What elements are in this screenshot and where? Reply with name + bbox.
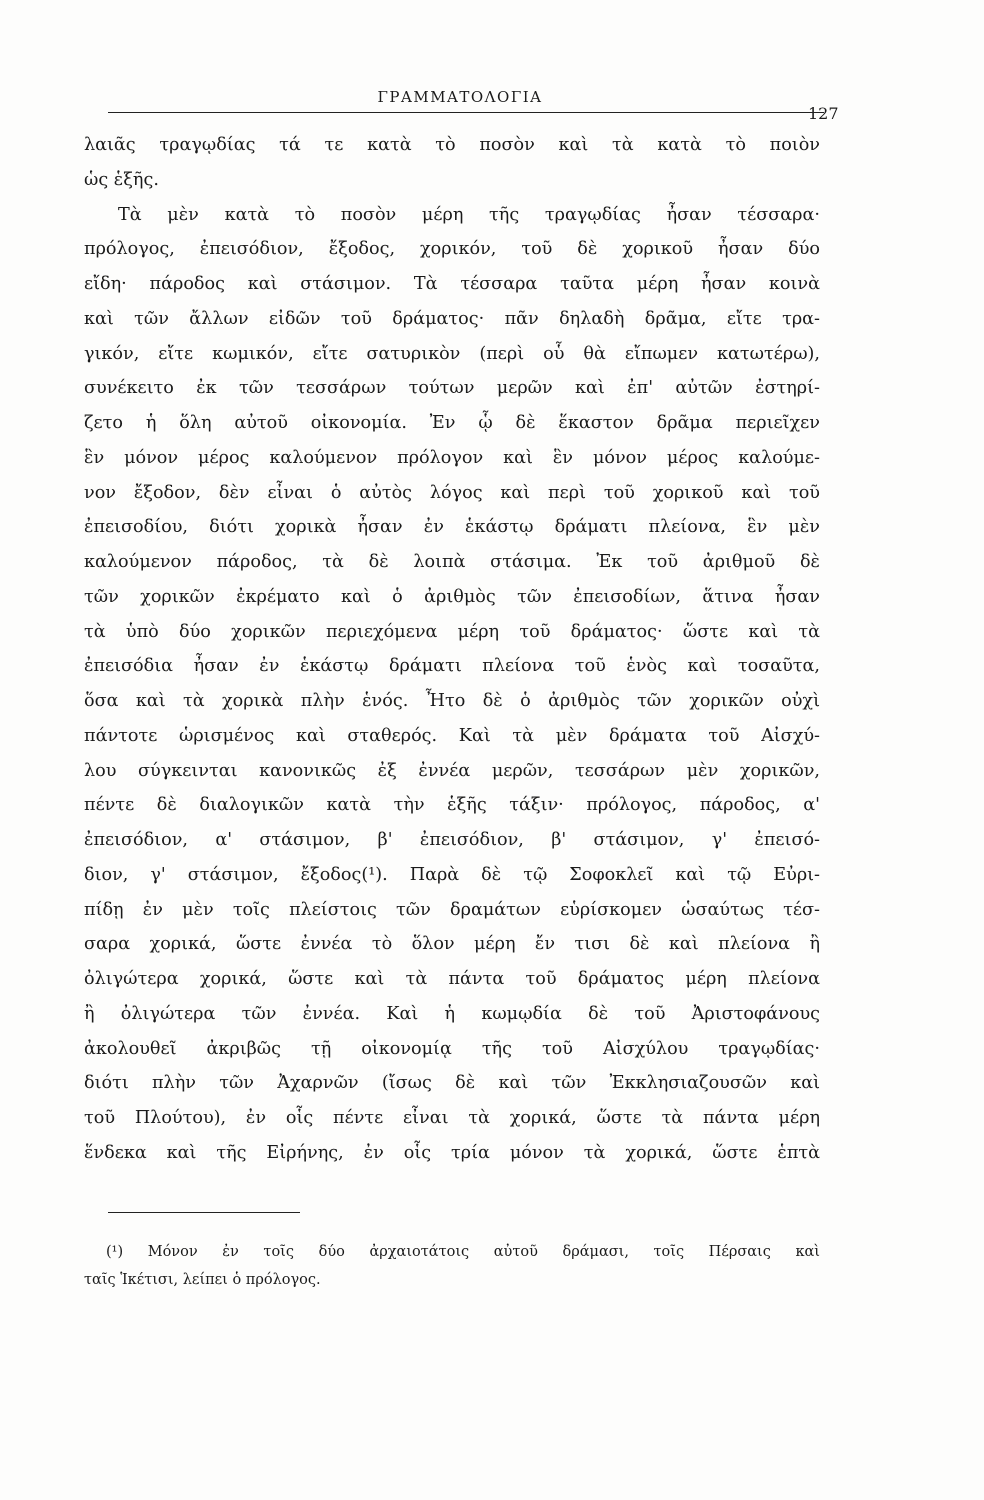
text-line: εἴδη· πάροδος καὶ στάσιμον. Τὰ τέσσαρα ταῦτα μέρη ἦσαν κοινὰ: [84, 274, 820, 294]
running-head-title: ΓΡΑΜΜΑΤΟΛΟΓΙΑ: [377, 88, 543, 106]
text-line: πάντοτε ὡρισμένος καὶ σταθερός. Καὶ τὰ μὲν δράματα τοῦ Αἰσχύ-: [84, 725, 820, 746]
text-line: ὀλιγώτερα χορικά, ὥστε καὶ τὰ πάντα τοῦ δράματος μέρη πλείονα: [84, 969, 820, 989]
text-line: ἓν μόνον μέρος καλούμενον πρόλογον καὶ ἓν μόνον μέρος καλούμε-: [84, 447, 820, 468]
text-line: λαιᾶς τραγῳδίας τά τε κατὰ τὸ ποσὸν καὶ τὰ κατὰ τὸ ποιὸν: [84, 135, 820, 155]
footnote-line: ταῖς Ἱκέτισι, λείπει ὁ πρόλογος.: [84, 1272, 321, 1288]
text-line: Τὰ μὲν κατὰ τὸ ποσὸν μέρη τῆς τραγῳδίας ἦσαν τέσσαρα·: [118, 204, 820, 225]
text-line: ἀκολουθεῖ ἀκριβῶς τῇ οἰκονομίᾳ τῆς τοῦ Αἰσχύλου τραγῳδίας·: [84, 1038, 820, 1059]
text-line: πέντε δὲ διαλογικῶν κατὰ τὴν ἑξῆς τάξιν· πρόλογος, πάροδος, α': [84, 795, 820, 816]
text-line: ὡς ἑξῆς.: [84, 169, 159, 190]
header-rule: [108, 112, 824, 113]
text-line: ἐπεισοδίου, διότι χορικὰ ἦσαν ἐν ἑκάστῳ δράματι πλείονα, ἓν μὲν: [84, 517, 820, 538]
text-line: ἐπεισόδιον, α' στάσιμον, β' ἐπεισόδιον, β' στάσιμον, γ' ἐπεισό-: [84, 830, 820, 850]
text-line: διότι πλὴν τῶν Ἀχαρνῶν (ἴσως δὲ καὶ τῶν Ἐκκλησιαζουσῶν καὶ: [84, 1073, 820, 1094]
body-text: [84, 128, 820, 1171]
text-line: διον, γ' στάσιμον, ἔξοδος(¹). Παρὰ δὲ τῷ Σοφοκλεῖ καὶ τῷ Εὐρι-: [84, 864, 820, 885]
text-line: λου σύγκεινται κανονικῶς ἐξ ἐννέα μερῶν, τεσσάρων μὲν χορικῶν,: [84, 760, 820, 781]
text-line: πίδῃ ἐν μὲν τοῖς πλείστοις τῶν δραμάτων εὑρίσκομεν ὡσαύτως τέσ-: [84, 899, 820, 920]
text-line: τοῦ Πλούτου), ἐν οἷς πέντε εἶναι τὰ χορικά, ὥστε τὰ πάντα μέρη: [84, 1108, 820, 1128]
text-line: τὰ ὑπὸ δύο χορικῶν περιεχόμενα μέρη τοῦ δράματος· ὥστε καὶ τὰ: [84, 621, 820, 642]
text-line: καλούμενον πάροδος, τὰ δὲ λοιπὰ στάσιμα. Ἐκ τοῦ ἀριθμοῦ δὲ: [84, 552, 820, 572]
text-line: τῶν χορικῶν ἐκρέματο καὶ ὁ ἀριθμὸς τῶν ἐπεισοδίων, ἅτινα ἦσαν: [84, 586, 820, 607]
text-line: ὅσα καὶ τὰ χορικὰ πλὴν ἑνός. Ἦτο δὲ ὁ ἀριθμὸς τῶν χορικῶν οὐχὶ: [84, 691, 820, 711]
footnotes: [84, 1238, 820, 1294]
text-line: πρόλογος, ἐπεισόδιον, ἔξοδος, χορικόν, τοῦ δὲ χορικοῦ ἦσαν δύο: [84, 239, 820, 260]
text-line: νον ἔξοδον, δὲν εἶναι ὁ αὐτὸς λόγος καὶ περὶ τοῦ χορικοῦ καὶ τοῦ: [84, 482, 820, 503]
text-line: καὶ τῶν ἄλλων εἰδῶν τοῦ δράματος· πᾶν δηλαδὴ δρᾶμα, εἴτε τρα-: [84, 308, 820, 329]
text-line: ἐπεισόδια ἦσαν ἐν ἑκάστῳ δράματι πλείονα τοῦ ἑνὸς καὶ τοσαῦτα,: [84, 656, 820, 677]
text-line: ζετο ἡ ὅλη αὐτοῦ οἰκονομία. Ἐν ᾧ δὲ ἕκαστον δρᾶμα περιεῖχεν: [84, 413, 820, 433]
text-line: ἢ ὀλιγώτερα τῶν ἐννέα. Καὶ ἡ κωμῳδία δὲ τοῦ Ἀριστοφάνους: [84, 1003, 820, 1024]
text-line: σαρα χορικά, ὥστε ἐννέα τὸ ὅλον μέρη ἔν τισι δὲ καὶ πλείονα ἢ: [84, 934, 820, 955]
text-line: γικόν, εἴτε κωμικόν, εἴτε σατυρικὸν (περὶ οὗ θὰ εἴπωμεν κατωτέρω),: [84, 343, 820, 364]
footnote-line: (¹) Μόνον ἐν τοῖς δύο ἀρχαιοτάτοις αὐτοῦ δράμασι, τοῖς Πέρσαις καὶ: [106, 1244, 820, 1260]
footnote-rule: [108, 1212, 300, 1213]
text-line: ἕνδεκα καὶ τῆς Εἰρήνης, ἐν οἷς τρία μόνον τὰ χορικά, ὥστε ἑπτὰ: [84, 1142, 820, 1163]
page-number: 127: [808, 104, 839, 123]
text-line: συνέκειτο ἐκ τῶν τεσσάρων τούτων μερῶν καὶ ἐπ' αὐτῶν ἐστηρί-: [84, 378, 820, 399]
